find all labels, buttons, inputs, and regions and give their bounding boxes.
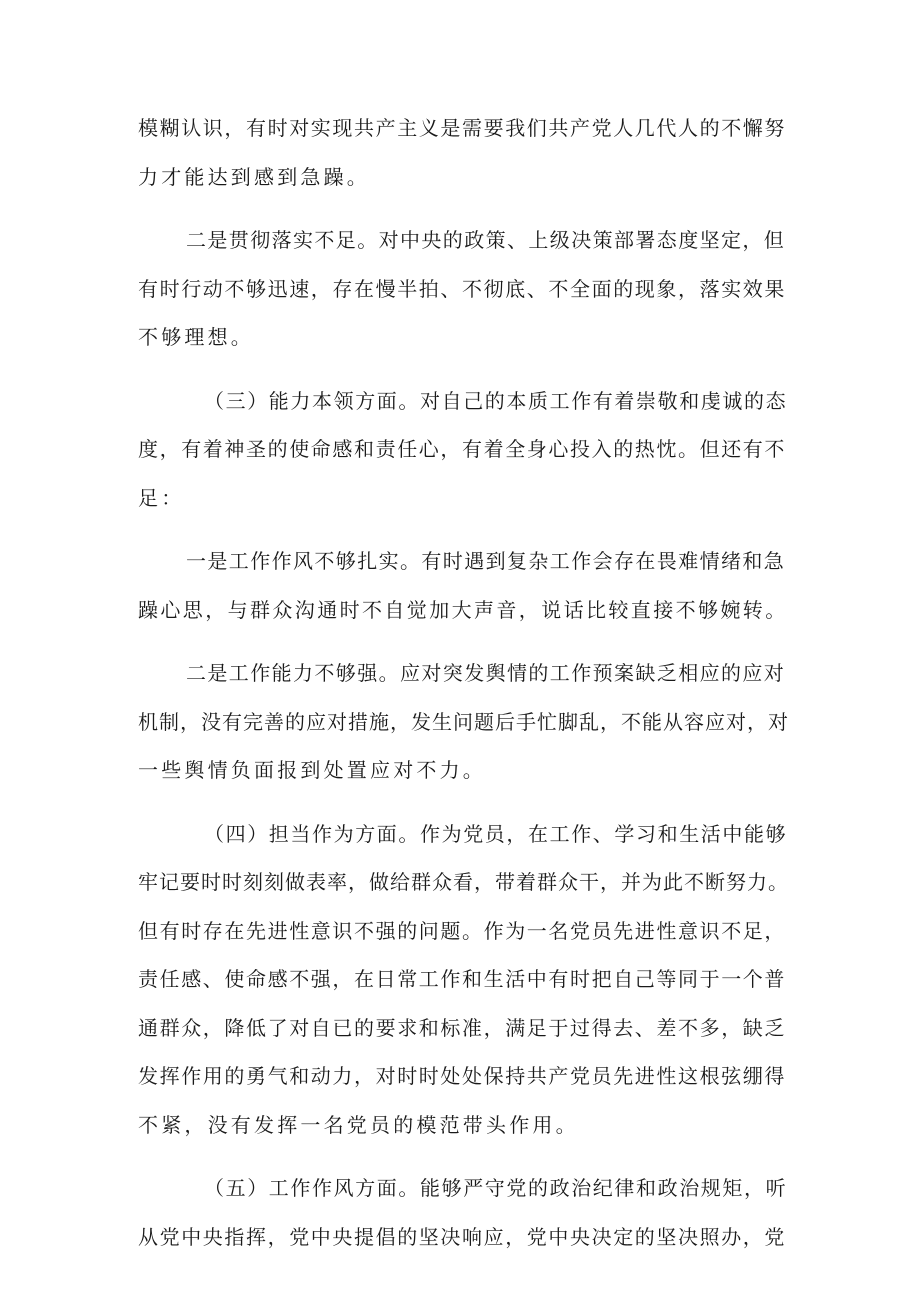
text-line: 不紧，没有发挥一名党员的模范带头作用。 bbox=[138, 1112, 579, 1137]
text-line: 模糊认识，有时对实现共产主义是需要我们共产党人几代人的不懈努 bbox=[138, 116, 786, 140]
paragraph-7 bbox=[138, 1164, 790, 1261]
text-line: 有时行动不够迅速，存在慢半拍、不彻底、不全面的现象，落实效果 bbox=[138, 276, 786, 301]
text-line: 但有时存在先进性意识不强的问题。作为一名党员先进性意识不足， bbox=[138, 918, 786, 943]
text-line: 力才能达到感到急躁。 bbox=[138, 164, 370, 189]
text-line: 二是工作能力不够强。应对突发舆情的工作预案缺乏相应的应对 bbox=[186, 661, 786, 685]
text-line: （五）工作作风方面。能够严守党的政治纪律和政治规矩，听 bbox=[204, 1176, 788, 1200]
paragraph-1 bbox=[138, 104, 790, 201]
text-line: 一是工作作风不够扎实。有时遇到复杂工作会存在畏难情绪和急 bbox=[186, 549, 786, 573]
text-line: 机制，没有完善的应对措施，发生问题后手忙脚乱，不能从容应对，对 bbox=[138, 709, 789, 734]
text-line: 不够理想。 bbox=[138, 325, 254, 349]
text-line: （四）担当作为方面。作为党员，在工作、学习和生活中能够 bbox=[204, 821, 788, 846]
text-line: 躁心思，与群众沟通时不自觉加大声音，说话比较直接不够婉转。 bbox=[138, 597, 788, 622]
text-line: 度，有着神圣的使命感和责任心，有着全身心投入的热忱。但还有不 bbox=[138, 437, 786, 461]
text-line: 牢记要时时刻刻做表率，做给群众看，带着群众干，并为此不断努力。 bbox=[138, 870, 789, 894]
text-line: 发挥作用的勇气和动力，对时时处处保持共产党员先进性这根弦绷得 bbox=[138, 1064, 786, 1088]
text-line: 通群众，降低了对自已的要求和标准，满足于过得去、差不多，缺乏 bbox=[138, 1015, 786, 1040]
paragraph-4 bbox=[138, 537, 790, 634]
text-line: 足： bbox=[138, 485, 185, 510]
paragraph-5 bbox=[138, 649, 790, 795]
text-line: 从党中央指挥，党中央提倡的坚决响应，党中央决定的坚决照办，党 bbox=[138, 1224, 786, 1249]
text-line: 责任感、使命感不强，在日常工作和生活中有时把自己等同于一个普 bbox=[138, 967, 786, 991]
paragraph-3 bbox=[138, 377, 790, 523]
text-line: （三）能力本领方面。对自己的本质工作有着崇敬和虔诚的态 bbox=[204, 388, 788, 413]
text-line: 二是贯彻落实不足。对中央的政策、上级决策部署态度坚定，但 bbox=[186, 228, 786, 252]
text-line: 一些舆情负面报到处置应对不力。 bbox=[138, 758, 486, 782]
paragraph-2 bbox=[138, 216, 790, 362]
paragraph-6 bbox=[138, 810, 790, 1150]
document-body bbox=[138, 104, 790, 1276]
